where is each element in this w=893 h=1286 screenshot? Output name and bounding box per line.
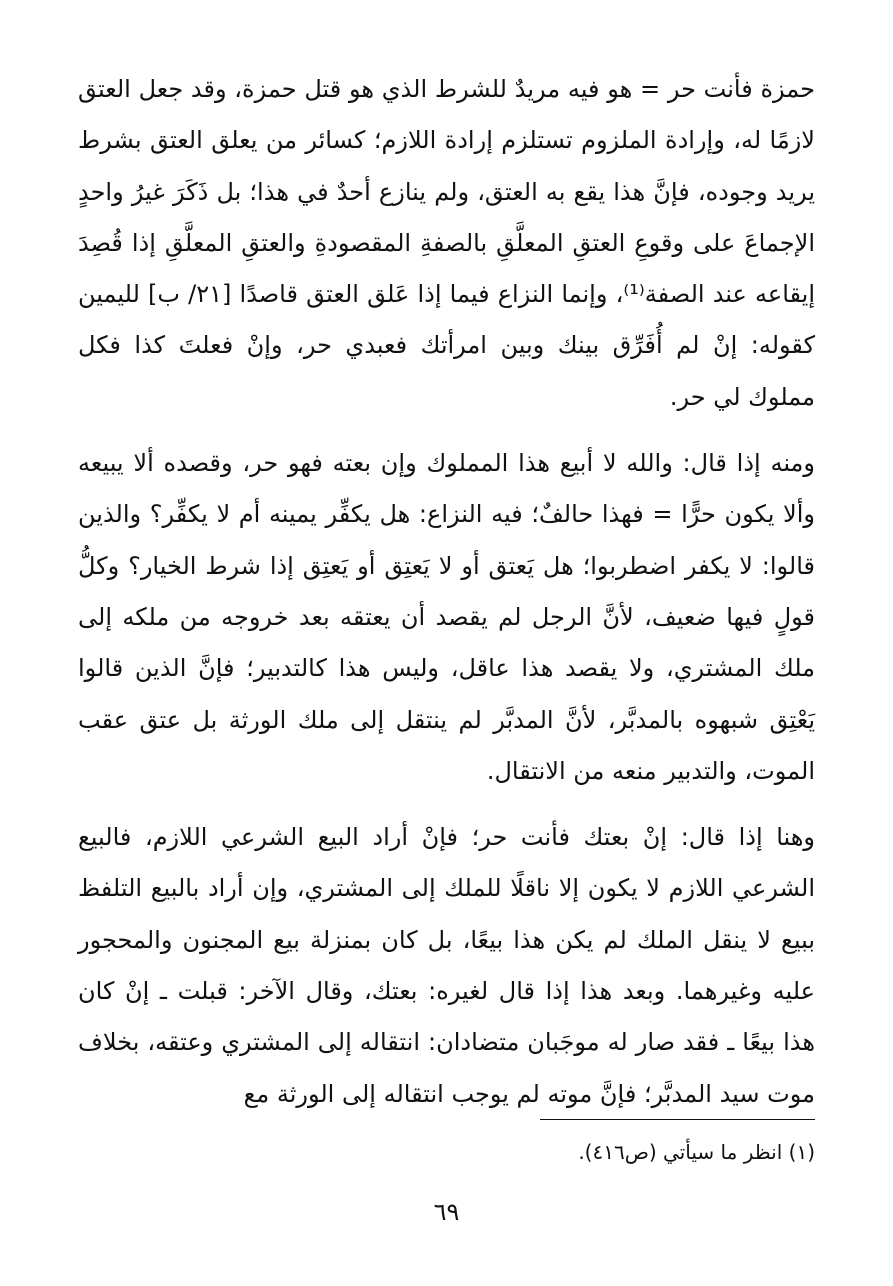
main-text (78, 64, 815, 1135)
paragraph-2: ومنه إذا قال: والله لا أبيع هذا المملوك وإن بعته فهو حر، وقصده ألا يبيعه وألا يكون حرًّا = فهذا حالفٌ؛ فيه النزاع: هل يكفِّر يمينه أم لا يكفِّر؟ والذين قالوا: لا يكفر اضطربوا؛ هل يَعتق أو لا يَعتِق أو يَعتِق إذا شرط الخيار؟ وكلُّ قولٍ فيها ضعيف، لأنَّ الرجل لم يقصد أن يعتقه بعد خروجه من ملكه إلى ملك المشتري، ولا يقصد هذا عاقل، وليس هذا كالتدبير؛ فإنَّ الذين قالوا يَعْتِق شبهوه بالمدبَّر، لأنَّ المدبَّر لم ينتقل إلى ملك الورثة بل عتق عقب الموت، والتدبير منعه من الانتقال. (78, 449, 815, 785)
paragraph-3: وهنا إذا قال: إنْ بعتك فأنت حر؛ فإنْ أراد البيع الشرعي اللازم، فالبيع الشرعي اللازم لا يكون إلا ناقلًا للملك إلى المشتري، وإن أراد بالبيع التلفظ ببيع لا ينقل الملك لم يكن هذا بيعًا، بل كان بمنزلة بيع المجنون والمحجور عليه وغيرهما. وبعد هذا إذا قال لغيره: بعتك، وقال الآخر: قبلت ـ إنْ كان هذا بيعًا ـ فقد صار له موجَبان متضادان: انتقاله إلى المشتري وعتقه، بخلاف موت سيد المدبَّر؛ فإنَّ موته لم يوجب انتقاله إلى الورثة مع (78, 823, 815, 1108)
paragraph-1: حمزة فأنت حر = هو فيه مريدٌ للشرط الذي هو قتل حمزة، وقد جعل العتق لازمًا له، وإرادة الملزوم تستلزم إرادة اللازم؛ كسائر من يعلق العتق بشرط يريد وجوده، فإنَّ هذا يقع به العتق، ولم ينازع أحدٌ في هذا؛ بل ذَكَرَ غيرُ واحدٍ الإجماعَ على وقوعِ العتقِ المعلَّقِ بالصفةِ المقصودةِ والعتقِ المعلَّقِ إذا قُصِدَ إيقاعه عند الصفة⁽¹⁾، وإنما النزاع فيما إذا عَلق العتق قاصدًا [٢١/ ب] لليمين كقوله: إنْ لم أُفَرِّق بينك وبين امرأتك فعبدي حر، وإنْ فعلتَ كذا فكل مملوك لي حر. (78, 75, 815, 411)
footnote: (١) انظر ما سيأتي (ص٤١٦). (578, 1140, 815, 1164)
footnote-divider (540, 1119, 815, 1120)
page-number: ٦٩ (433, 1198, 460, 1226)
